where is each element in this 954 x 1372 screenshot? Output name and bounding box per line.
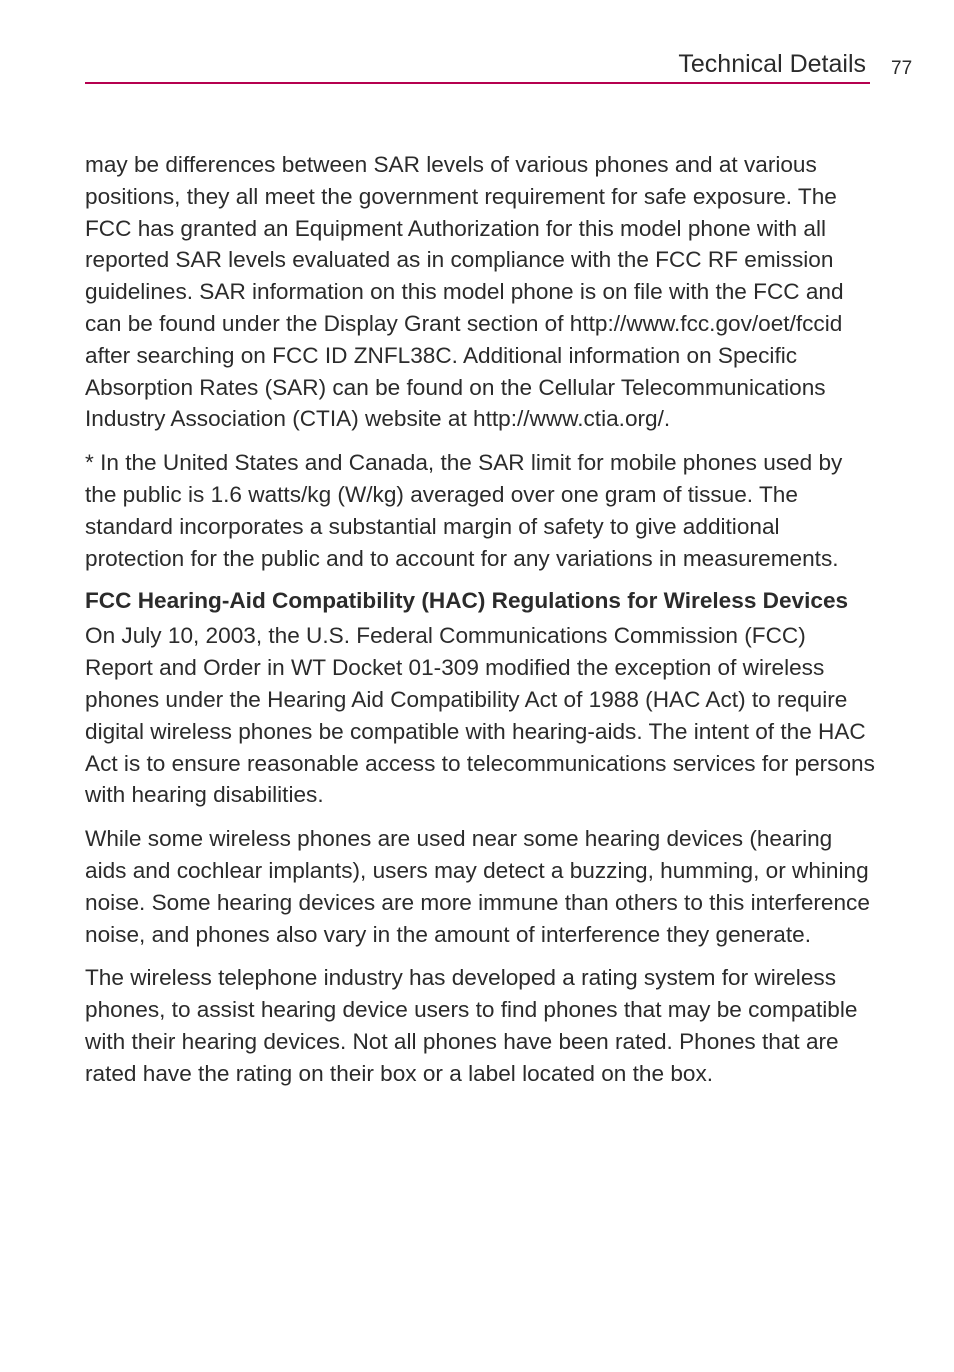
hac-section-heading: FCC Hearing-Aid Compatibility (HAC) Regulations for Wireless Devices [85, 588, 849, 614]
page-body [85, 149, 875, 1102]
paragraph-sar-continued: may be differences between SAR levels of various phones and at various positions, they all meet the government requirement for safe exposure. The FCC has granted an Equipment Authorization for this model phone with all reported SAR levels evaluated as in compliance with the FCC RF emission guidelines. SAR information on this model phone is on file with the FCC and can be found under the Display Grant section of http://www.fcc.gov/oet/fccid after searching on FCC ID ZNFL38C. Additional information on Specific Absorption Rates (SAR) can be found on the Cellular Telecommunications Industry Association (CTIA) website at http://www.ctia.org/. [85, 152, 844, 432]
page-number: 77 [891, 58, 913, 79]
paragraph-interference: While some wireless phones are used near some hearing devices (hearing aids and cochlear implants), users may detect a buzzing, humming, or whining noise. Some hearing devices are more immune than others to this interference noise, and phones also vary in the amount of interference they generate. [85, 826, 870, 947]
paragraph-sar-limit-note: * In the United States and Canada, the SAR limit for mobile phones used by the public is 1.6 watts/kg (W/kg) averaged over one gram of tissue. The standard incorporates a substantial margin of safety to give additional protection for the public and to account for any variations in measurements. [85, 450, 843, 571]
section-title: Technical Details [678, 50, 866, 78]
page-header [85, 48, 870, 84]
paragraph-hac-act: On July 10, 2003, the U.S. Federal Communications Commission (FCC) Report and Order in WT Docket 01-309 modified the exception of wireless phones under the Hearing Aid Compatibility Act of 1988 (HAC Act) to require digital wireless phones be compatible with hearing-aids. The intent of the HAC Act is to ensure reasonable access to telecommunications services for persons with hearing disabilities. [85, 623, 875, 808]
paragraph-rating-system: The wireless telephone industry has developed a rating system for wireless phones, to assist hearing device users to find phones that may be compatible with their hearing devices. Not all phones have been rated. Phones that are rated have the rating on their box or a label located on the box. [85, 965, 858, 1086]
